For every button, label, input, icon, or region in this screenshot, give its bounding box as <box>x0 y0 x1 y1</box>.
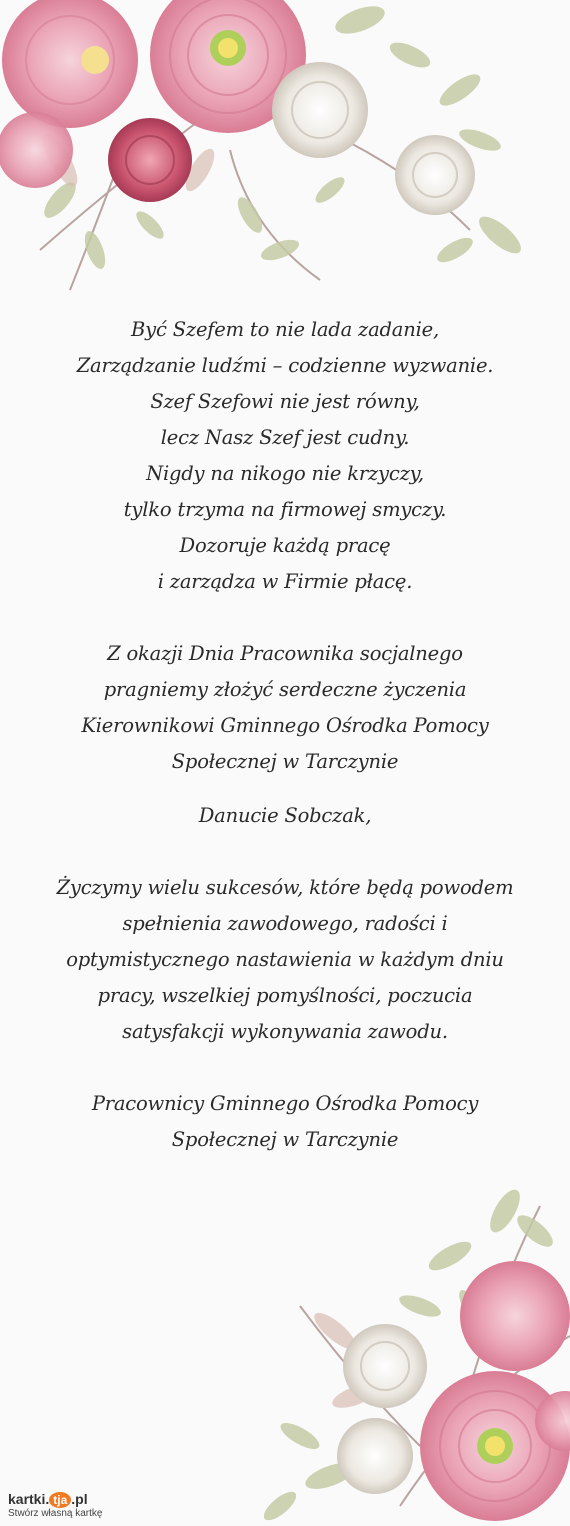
wishes-line: optymistycznego nastawienia w każdym dniu <box>66 948 504 971</box>
logo-tagline: Stwórz własną kartkę <box>8 1508 103 1519</box>
occasion-line: pragniemy złożyć serdeczne życzenia <box>103 678 467 701</box>
recipient-name: Danucie Sobczak, <box>198 804 372 827</box>
poem-line: Zarządzanie ludźmi – codzienne wyzwanie. <box>76 354 494 377</box>
occasion-line: Z okazji Dnia Pracownika socjalnego <box>107 642 463 665</box>
logo-brand: kartki. tja .pl <box>8 1491 88 1507</box>
poem-line: Dozoruje każdą pracę <box>179 534 391 557</box>
poem-line: lecz Nasz Szef jest cudny. <box>160 426 410 449</box>
poem-line: Szef Szefowi nie jest równy, <box>150 390 420 413</box>
floral-decoration-bottom <box>0 1186 570 1526</box>
wishes-line: satysfakcji wykonywania zawodu. <box>122 1020 448 1043</box>
signature-line: Pracownicy Gminnego Ośrodka Pomocy <box>91 1092 479 1115</box>
poem-line: tylko trzyma na firmowej smyczy. <box>123 498 447 521</box>
poem-line: i zarządza w Firmie płacę. <box>157 570 413 593</box>
wishes-line: spełnienia zawodowego, radości i <box>122 912 448 935</box>
floral-decoration-top <box>0 0 570 310</box>
poem-line: Być Szefem to nie lada zadanie, <box>131 318 439 341</box>
signature-line: Społecznej w Tarczynie <box>171 1128 399 1151</box>
poem-line: Nigdy na nikogo nie krzyczy, <box>146 462 424 485</box>
wishes-line: Życzymy wielu sukcesów, które będą powodem <box>56 876 514 899</box>
wishes-line: pracy, wszelkiej pomyślności, poczucia <box>97 984 473 1007</box>
greeting-text <box>0 312 570 1158</box>
kartki-logo[interactable] <box>8 1491 102 1520</box>
logo-badge: tja <box>49 1492 71 1508</box>
occasion-line: Kierownikowi Gminnego Ośrodka Pomocy <box>81 714 489 737</box>
occasion-line: Społecznej w Tarczynie <box>171 750 399 773</box>
